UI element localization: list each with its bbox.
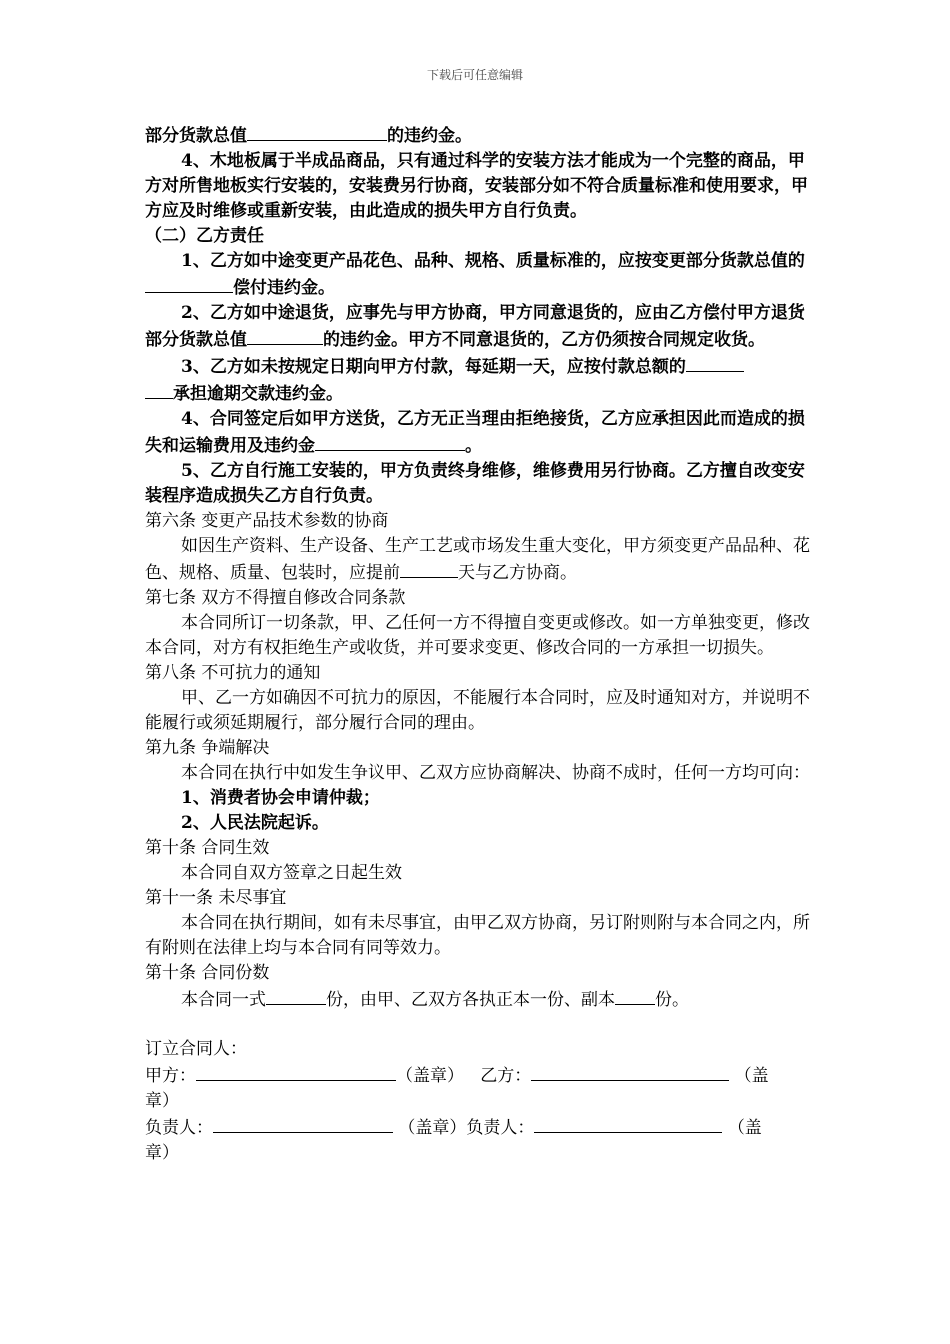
article-11-body: 本合同在执行期间，如有未尽事宜，由甲乙双方协商，另订附则附与本合同之内，所有附则在法律上均与本合同有同等效力。 (145, 913, 810, 958)
article-6-body (145, 534, 810, 586)
blank-field[interactable] (315, 432, 465, 451)
text: 的违约金。 (387, 126, 472, 146)
paragraph-yi-3 (145, 353, 810, 407)
blank-field[interactable] (615, 986, 655, 1005)
text: 1、乙方如中途变更产品花色、品种、规格、质量标准的，应按变更部分货款总值的 (181, 251, 805, 271)
article-7-title: 第七条 双方不得擅自修改合同条款 (145, 588, 406, 608)
page-header: 下载后可任意编辑 (426, 68, 523, 82)
responsible-b-blank[interactable] (534, 1114, 722, 1133)
paragraph-yi-5: 5、乙方自行施工安装的，甲方负责终身维修，维修费用另行协商。乙方擅自改变安装程序造成损失乙方自行负责。 (145, 461, 805, 506)
text: 2、乙方如中途退货，应事先与甲方协商，甲方同意退货的，应由乙方偿付甲方退货部分货款总值 (145, 303, 805, 350)
article-8-body: 甲、乙一方如确因不可抗力的原因，不能履行本合同时，应及时通知对方，并说明不能履行或须延期履行，部分履行合同的理由。 (145, 688, 810, 733)
text: （盖章） (396, 1066, 464, 1086)
article-7-body: 本合同所订一切条款，甲、乙任何一方不得擅自变更或修改。如一方单独变更，修改本合同，对方有权拒绝生产或收货，并可要求变更、修改合同的一方承担一切损失。 (145, 613, 810, 658)
text: 份。 (655, 990, 689, 1010)
blank-field[interactable] (145, 380, 173, 399)
blank-field[interactable] (266, 986, 326, 1005)
text: 偿付违约金。 (233, 278, 335, 298)
document-body (145, 122, 810, 1166)
text: 甲方： (145, 1066, 196, 1086)
text: 乙方： (480, 1066, 532, 1086)
party-b-blank[interactable] (531, 1062, 729, 1081)
paragraph-penalty-total (145, 122, 810, 149)
responsible-a-blank[interactable] (213, 1114, 393, 1133)
text: 份，由甲、乙双方各执正本一份、副本 (326, 990, 615, 1010)
text: 部分货款总值 (145, 126, 247, 146)
article-9-item-2: 2、人民法院起诉。 (181, 813, 329, 833)
article-10-title: 第十条 合同生效 (145, 838, 270, 858)
article-11-title: 第十一条 未尽事宜 (145, 888, 287, 908)
article-6-title: 第六条 变更产品技术参数的协商 (145, 511, 389, 531)
text: 。 (465, 436, 482, 456)
text: 天与乙方协商。 (458, 563, 577, 583)
blank-field[interactable] (400, 559, 458, 578)
party-a-blank[interactable] (196, 1062, 396, 1081)
paragraph-yi-1 (145, 249, 810, 301)
text: （盖 (727, 1118, 762, 1138)
paragraph-yi-4 (145, 407, 810, 459)
spacer (145, 1013, 810, 1037)
text: （盖 (734, 1066, 769, 1086)
article-9-title: 第九条 争端解决 (145, 738, 270, 758)
article-12-body (145, 986, 810, 1013)
signatories-label: 订立合同人： (145, 1039, 247, 1059)
article-12-title: 第十条 合同份数 (145, 963, 270, 983)
section-heading-yi: （二）乙方责任 (145, 226, 264, 246)
article-8-title: 第八条 不可抗力的通知 (145, 663, 321, 683)
text: 章） (145, 1091, 179, 1111)
text: 3、乙方如未按规定日期向甲方付款，每延期一天，应按付款总额的 (181, 357, 686, 377)
blank-field[interactable] (686, 353, 744, 372)
paragraph-yi-2 (145, 301, 810, 353)
text: 如因生产资料、生产设备、生产工艺或市场发生重大变化，甲方须变更产品品种、花色、规格、质量、包装时，应提前 (145, 536, 810, 583)
text: 承担逾期交款违约金。 (173, 384, 343, 404)
blank-field[interactable] (247, 122, 387, 141)
article-9-body: 本合同在执行中如发生争议甲、乙双方应协商解决、协商不成时，任何一方均可向： (181, 763, 810, 783)
paragraph-jia-4: 4、木地板属于半成品商品，只有通过科学的安装方法才能成为一个完整的商品，甲方对所售地板实行安装的，安装费另行协商，安装部分如不符合质量标准和使用要求，甲方应及时维修或重新安装，由此造成的损失甲方自行负责。 (145, 151, 808, 221)
party-a-signature-line (145, 1062, 810, 1114)
text: 的违约金。甲方不同意退货的，乙方仍须按合同规定收货。 (323, 330, 765, 350)
text: 本合同一式 (181, 990, 266, 1010)
text: 4、合同签定后如甲方送货，乙方无正当理由拒绝接货，乙方应承担因此而造成的损失和运输费用及违约金 (145, 409, 805, 456)
article-9-item-1: 1、消费者协会申请仲裁； (181, 788, 380, 808)
text: （盖章）负责人： (398, 1118, 535, 1138)
blank-field[interactable] (247, 326, 323, 345)
text: 章） (145, 1143, 179, 1163)
responsible-signature-line (145, 1114, 810, 1166)
article-10-body: 本合同自双方签章之日起生效 (181, 863, 402, 883)
blank-field[interactable] (145, 274, 233, 293)
text: 负责人： (145, 1118, 213, 1138)
